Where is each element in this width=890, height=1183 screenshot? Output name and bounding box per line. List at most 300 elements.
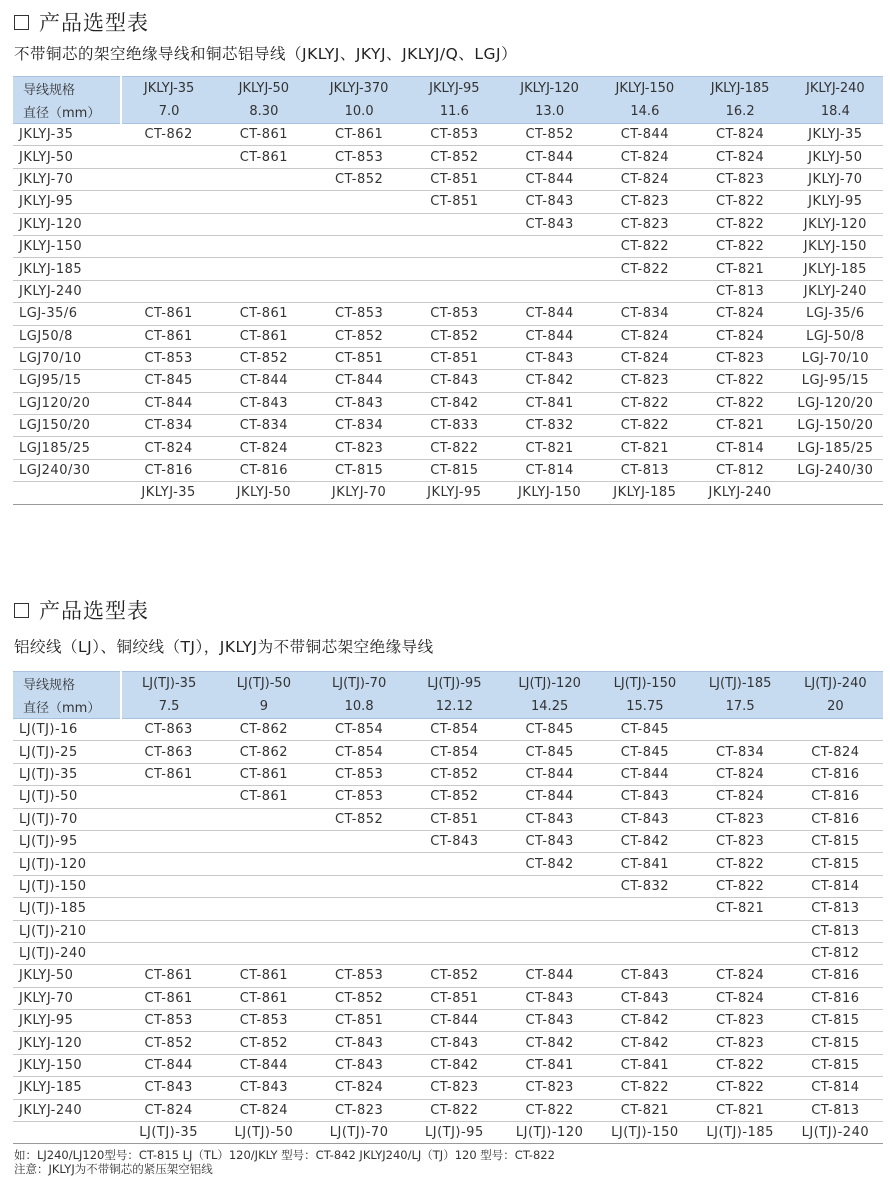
table-cell: CT-823	[407, 1077, 502, 1099]
table-cell: CT-843	[216, 1077, 311, 1099]
section-subtitle: 铝绞线（LJ）、铜绞线（TJ），JKLYJ为不带铜芯架空绝缘导线	[14, 638, 434, 656]
table-cell: JKLYJ-240	[693, 482, 788, 504]
table-cell: JKLYJ-95	[407, 482, 502, 504]
table-cell: CT-861	[216, 763, 311, 785]
table-cell: CT-843	[407, 370, 502, 392]
table-cell: CT-853	[407, 303, 502, 325]
row-label: JKLYJ-185	[13, 258, 121, 280]
table-cell: CT-843	[312, 392, 407, 414]
table-cell: CT-822	[693, 213, 788, 235]
header-cell: JKLYJ-370	[312, 77, 407, 101]
row-label: JKLYJ-240	[13, 1099, 121, 1121]
table-cell: CT-853	[121, 1010, 216, 1032]
table-cell	[312, 875, 407, 897]
table-cell	[597, 280, 692, 302]
table-cell: CT-824	[216, 437, 311, 459]
table-cell: CT-844	[502, 325, 597, 347]
table-cell: CT-844	[216, 370, 311, 392]
table-cell: CT-853	[312, 786, 407, 808]
row-label: JKLYJ-50	[13, 146, 121, 168]
row-label: LGJ150/20	[13, 415, 121, 437]
table-cell: CT-821	[597, 1099, 692, 1121]
table-cell: CT-843	[312, 1054, 407, 1076]
header-cell: 20	[788, 695, 883, 719]
table-row	[13, 1122, 883, 1144]
table-cell: CT-853	[216, 1010, 311, 1032]
table-cell: JKLYJ-70	[788, 168, 883, 190]
table-cell: CT-852	[407, 965, 502, 987]
header-row	[13, 672, 883, 696]
footnote-example: 如：LJ240/LJ120型号：CT-815 LJ（TL）120/JKLY 型号：CT-842 JKLYJ240/LJ（TJ）120 型号：CT-822	[14, 1148, 555, 1162]
table-cell: JKLYJ-150	[502, 482, 597, 504]
table-cell: CT-845	[597, 741, 692, 763]
table-cell: CT-816	[788, 786, 883, 808]
table-cell: CT-861	[121, 325, 216, 347]
table-cell: CT-843	[407, 830, 502, 852]
table-cell: CT-823	[597, 191, 692, 213]
table-cell: CT-852	[312, 168, 407, 190]
table-cell: CT-822	[407, 1099, 502, 1121]
table-cell	[502, 942, 597, 964]
row-label: JKLYJ-120	[13, 1032, 121, 1054]
row-label: LJ(TJ)-95	[13, 830, 121, 852]
row-label: LJ(TJ)-25	[13, 741, 121, 763]
table-cell: CT-824	[597, 146, 692, 168]
table-cell: CT-863	[121, 719, 216, 741]
table-cell: CT-816	[788, 763, 883, 785]
table-cell: JKLYJ-50	[216, 482, 311, 504]
header-label: 直径（mm）	[13, 100, 121, 124]
table-row	[13, 415, 883, 437]
header-cell: LJ(TJ)-150	[597, 672, 692, 696]
table-cell: CT-824	[788, 741, 883, 763]
table-cell: CT-821	[693, 1099, 788, 1121]
table-cell: CT-812	[693, 459, 788, 481]
table-cell: CT-815	[788, 853, 883, 875]
table-cell: CT-821	[597, 437, 692, 459]
table-cell	[216, 920, 311, 942]
table-cell: CT-852	[407, 325, 502, 347]
table-cell	[216, 235, 311, 257]
table-cell	[121, 280, 216, 302]
table-cell: CT-824	[597, 325, 692, 347]
table-cell	[407, 898, 502, 920]
row-label: LGJ50/8	[13, 325, 121, 347]
header-cell: LJ(TJ)-70	[312, 672, 407, 696]
table-cell: CT-852	[121, 1032, 216, 1054]
table-row	[13, 124, 883, 146]
header-cell: LJ(TJ)-95	[407, 672, 502, 696]
row-label: JKLYJ-185	[13, 1077, 121, 1099]
table-cell: CT-851	[312, 347, 407, 369]
table-cell: CT-861	[216, 987, 311, 1009]
table-cell: LGJ-150/20	[788, 415, 883, 437]
table-cell: CT-824	[693, 303, 788, 325]
table-cell	[597, 898, 692, 920]
table-cell: CT-854	[312, 719, 407, 741]
table-cell: LGJ-35/6	[788, 303, 883, 325]
table-cell: CT-842	[502, 853, 597, 875]
table-cell	[502, 235, 597, 257]
table-cell: CT-813	[788, 898, 883, 920]
table-cell: CT-821	[693, 415, 788, 437]
table-cell: LGJ-50/8	[788, 325, 883, 347]
table-row	[13, 1032, 883, 1054]
table-cell	[788, 482, 883, 504]
header-cell: 18.4	[788, 100, 883, 124]
table-cell: CT-822	[693, 235, 788, 257]
table-cell: LJ(TJ)-70	[312, 1122, 407, 1144]
table-cell: CT-861	[216, 146, 311, 168]
table-cell	[502, 920, 597, 942]
selection-table	[13, 76, 883, 505]
table-cell: CT-854	[407, 741, 502, 763]
table-cell: JKLYJ-35	[788, 124, 883, 146]
table-cell: CT-845	[121, 370, 216, 392]
table-cell	[312, 213, 407, 235]
table-cell: CT-852	[407, 146, 502, 168]
table-cell: CT-853	[312, 303, 407, 325]
square-bullet-icon	[14, 603, 29, 618]
table-cell: JKLYJ-35	[121, 482, 216, 504]
footnote-warning: 注意：JKLYJ为不带铜芯的紧压架空铝线	[14, 1162, 213, 1176]
table-cell: CT-843	[407, 1032, 502, 1054]
header-cell: JKLYJ-150	[597, 77, 692, 101]
table-cell: CT-824	[312, 1077, 407, 1099]
table-cell	[407, 853, 502, 875]
table-cell	[312, 942, 407, 964]
table-row	[13, 830, 883, 852]
table-cell: CT-843	[502, 213, 597, 235]
table-row	[13, 942, 883, 964]
header-cell: JKLYJ-50	[216, 77, 311, 101]
row-label: JKLYJ-95	[13, 1010, 121, 1032]
table-row	[13, 853, 883, 875]
table-cell	[216, 830, 311, 852]
table-cell: CT-815	[788, 1032, 883, 1054]
table-cell	[216, 213, 311, 235]
header-row	[13, 100, 883, 124]
table-cell: JKLYJ-185	[788, 258, 883, 280]
table-cell: CT-816	[121, 459, 216, 481]
header-cell: 17.5	[693, 695, 788, 719]
table-cell	[788, 719, 883, 741]
row-label: JKLYJ-240	[13, 280, 121, 302]
table-cell	[407, 235, 502, 257]
table-cell: CT-824	[693, 325, 788, 347]
selection-table	[13, 671, 883, 1144]
table-cell: CT-814	[502, 459, 597, 481]
table-cell: CT-834	[312, 415, 407, 437]
table-cell: CT-861	[121, 987, 216, 1009]
table-cell: CT-861	[216, 124, 311, 146]
table-cell: CT-822	[502, 1099, 597, 1121]
table-cell: CT-824	[693, 124, 788, 146]
header-cell: 10.8	[312, 695, 407, 719]
table-cell	[121, 258, 216, 280]
table-cell: CT-813	[597, 459, 692, 481]
table-cell	[216, 853, 311, 875]
header-row	[13, 77, 883, 101]
table-cell: CT-833	[407, 415, 502, 437]
table-cell: CT-812	[788, 942, 883, 964]
table-cell: CT-852	[407, 763, 502, 785]
table-cell: CT-821	[693, 258, 788, 280]
table-cell: CT-824	[693, 763, 788, 785]
table-cell: CT-813	[788, 1099, 883, 1121]
table-cell: CT-844	[597, 763, 692, 785]
table-cell: CT-854	[312, 741, 407, 763]
table-cell: CT-822	[693, 1077, 788, 1099]
table-cell	[407, 213, 502, 235]
table-cell: CT-823	[693, 808, 788, 830]
table-cell: CT-816	[216, 459, 311, 481]
table-cell	[121, 942, 216, 964]
table-cell: LJ(TJ)-120	[502, 1122, 597, 1144]
table-cell: CT-843	[502, 191, 597, 213]
table-cell: CT-844	[121, 1054, 216, 1076]
footnotes	[14, 1148, 555, 1176]
table-cell: CT-824	[597, 168, 692, 190]
table-cell: CT-852	[312, 987, 407, 1009]
table-cell: LGJ-95/15	[788, 370, 883, 392]
table-cell	[121, 235, 216, 257]
header-cell: 7.0	[121, 100, 216, 124]
table-cell: CT-816	[788, 987, 883, 1009]
row-label: LJ(TJ)-70	[13, 808, 121, 830]
table-row	[13, 482, 883, 504]
row-label: LGJ120/20	[13, 392, 121, 414]
table-cell: CT-843	[216, 392, 311, 414]
table-row	[13, 1010, 883, 1032]
header-cell: 16.2	[693, 100, 788, 124]
table-cell: JKLYJ-185	[597, 482, 692, 504]
table-cell: CT-824	[597, 347, 692, 369]
table-cell: CT-851	[407, 191, 502, 213]
table-row	[13, 191, 883, 213]
table-cell: LGJ-120/20	[788, 392, 883, 414]
table-cell: CT-843	[597, 987, 692, 1009]
table-cell: CT-822	[597, 392, 692, 414]
row-label: LJ(TJ)-210	[13, 920, 121, 942]
table-cell: CT-845	[502, 719, 597, 741]
table-cell	[216, 942, 311, 964]
table-cell: CT-832	[597, 875, 692, 897]
table-cell: CT-841	[502, 392, 597, 414]
table-row	[13, 347, 883, 369]
header-cell: LJ(TJ)-35	[121, 672, 216, 696]
table-cell	[407, 280, 502, 302]
row-label: LGJ95/15	[13, 370, 121, 392]
header-cell: JKLYJ-35	[121, 77, 216, 101]
header-cell: 9	[216, 695, 311, 719]
table-cell: CT-861	[216, 786, 311, 808]
table-row	[13, 392, 883, 414]
table-cell	[121, 213, 216, 235]
table-cell: CT-822	[693, 191, 788, 213]
table-cell: CT-823	[312, 1099, 407, 1121]
header-cell: 14.25	[502, 695, 597, 719]
table-cell: CT-822	[407, 437, 502, 459]
table-cell	[312, 191, 407, 213]
table-cell	[312, 853, 407, 875]
row-label: JKLYJ-50	[13, 965, 121, 987]
header-cell: LJ(TJ)-120	[502, 672, 597, 696]
header-cell: 11.6	[407, 100, 502, 124]
table-cell	[502, 875, 597, 897]
header-cell: 12.12	[407, 695, 502, 719]
row-label: LJ(TJ)-16	[13, 719, 121, 741]
table-cell: CT-861	[216, 325, 311, 347]
table-cell: CT-821	[502, 437, 597, 459]
table-cell: LGJ-70/10	[788, 347, 883, 369]
table-cell: CT-816	[788, 965, 883, 987]
table-cell: CT-824	[693, 987, 788, 1009]
table-cell: CT-822	[597, 1077, 692, 1099]
header-cell: LJ(TJ)-240	[788, 672, 883, 696]
table-cell	[407, 875, 502, 897]
table-cell: CT-842	[407, 1054, 502, 1076]
table-cell	[312, 235, 407, 257]
table-cell: JKLYJ-95	[788, 191, 883, 213]
table-cell	[597, 920, 692, 942]
table-cell: CT-824	[121, 437, 216, 459]
table-row	[13, 808, 883, 830]
table-cell: CT-824	[216, 1099, 311, 1121]
header-cell: 8.30	[216, 100, 311, 124]
header-cell: LJ(TJ)-185	[693, 672, 788, 696]
row-label	[13, 482, 121, 504]
table-row	[13, 437, 883, 459]
table-cell: LGJ-240/30	[788, 459, 883, 481]
table-cell: CT-843	[502, 830, 597, 852]
table-cell: CT-852	[502, 124, 597, 146]
table-cell: CT-822	[693, 370, 788, 392]
table-cell: JKLYJ-50	[788, 146, 883, 168]
table-cell: CT-815	[788, 830, 883, 852]
row-label: JKLYJ-35	[13, 124, 121, 146]
table-cell: CT-863	[121, 741, 216, 763]
table-cell: CT-853	[407, 124, 502, 146]
table-row	[13, 987, 883, 1009]
table-cell	[312, 830, 407, 852]
table-cell: CT-823	[693, 347, 788, 369]
table-cell: CT-822	[693, 392, 788, 414]
table-cell: LJ(TJ)-240	[788, 1122, 883, 1144]
table-cell	[121, 191, 216, 213]
table-cell: CT-861	[216, 965, 311, 987]
row-label: LJ(TJ)-240	[13, 942, 121, 964]
table-cell	[121, 808, 216, 830]
table-row	[13, 370, 883, 392]
table-cell: CT-861	[121, 965, 216, 987]
table-cell: CT-851	[407, 347, 502, 369]
table-cell: LJ(TJ)-50	[216, 1122, 311, 1144]
table-cell: CT-862	[121, 124, 216, 146]
table-cell: JKLYJ-70	[312, 482, 407, 504]
row-label: LJ(TJ)-185	[13, 898, 121, 920]
table-cell: CT-822	[693, 1054, 788, 1076]
table-cell: CT-823	[693, 168, 788, 190]
table-cell: CT-843	[597, 965, 692, 987]
table-row	[13, 258, 883, 280]
table-cell	[502, 280, 597, 302]
table-cell: CT-842	[597, 1032, 692, 1054]
table-cell: JKLYJ-240	[788, 280, 883, 302]
row-label: LGJ-35/6	[13, 303, 121, 325]
table-cell: CT-862	[216, 719, 311, 741]
table-cell: CT-851	[407, 808, 502, 830]
table-cell: CT-854	[407, 719, 502, 741]
table-row	[13, 898, 883, 920]
header-cell: JKLYJ-120	[502, 77, 597, 101]
header-cell: 10.0	[312, 100, 407, 124]
table-cell: JKLYJ-150	[788, 235, 883, 257]
table-row	[13, 325, 883, 347]
table-cell	[121, 875, 216, 897]
header-cell: 13.0	[502, 100, 597, 124]
table-cell	[502, 898, 597, 920]
table-cell: CT-822	[597, 415, 692, 437]
table-cell: CT-853	[312, 965, 407, 987]
table-cell	[121, 853, 216, 875]
table-row	[13, 303, 883, 325]
section-title: 产品选型表	[14, 8, 149, 36]
row-label: LJ(TJ)-120	[13, 853, 121, 875]
table-cell: CT-841	[597, 853, 692, 875]
table-cell	[312, 258, 407, 280]
table-cell: CT-853	[121, 347, 216, 369]
table-cell: CT-852	[407, 786, 502, 808]
table-row	[13, 459, 883, 481]
table-cell: LJ(TJ)-150	[597, 1122, 692, 1144]
table-cell	[312, 920, 407, 942]
table-row	[13, 1077, 883, 1099]
table-cell: CT-814	[788, 1077, 883, 1099]
table-cell: CT-843	[502, 808, 597, 830]
table-cell	[407, 920, 502, 942]
table-cell: CT-822	[693, 875, 788, 897]
table-cell: CT-824	[693, 786, 788, 808]
table-cell: CT-861	[312, 124, 407, 146]
table-cell: CT-852	[312, 808, 407, 830]
table-cell: CT-813	[693, 280, 788, 302]
table-cell: CT-821	[693, 898, 788, 920]
table-cell: CT-852	[216, 347, 311, 369]
table-cell: CT-843	[312, 1032, 407, 1054]
table-cell	[216, 168, 311, 190]
table-row	[13, 1054, 883, 1076]
table-cell: CT-824	[693, 965, 788, 987]
table-cell: CT-815	[788, 1010, 883, 1032]
table-cell	[121, 898, 216, 920]
table-cell: CT-842	[597, 830, 692, 852]
row-label: LGJ70/10	[13, 347, 121, 369]
table-cell: CT-842	[407, 392, 502, 414]
table-cell: CT-816	[788, 808, 883, 830]
table-cell	[693, 920, 788, 942]
square-bullet-icon	[14, 15, 29, 30]
table-cell	[121, 786, 216, 808]
row-label: JKLYJ-150	[13, 235, 121, 257]
header-label: 导线规格	[13, 77, 121, 101]
table-cell: CT-822	[597, 258, 692, 280]
table-cell: CT-844	[216, 1054, 311, 1076]
table-cell: LJ(TJ)-185	[693, 1122, 788, 1144]
header-cell: 15.75	[597, 695, 692, 719]
table-row	[13, 146, 883, 168]
table-cell	[216, 875, 311, 897]
